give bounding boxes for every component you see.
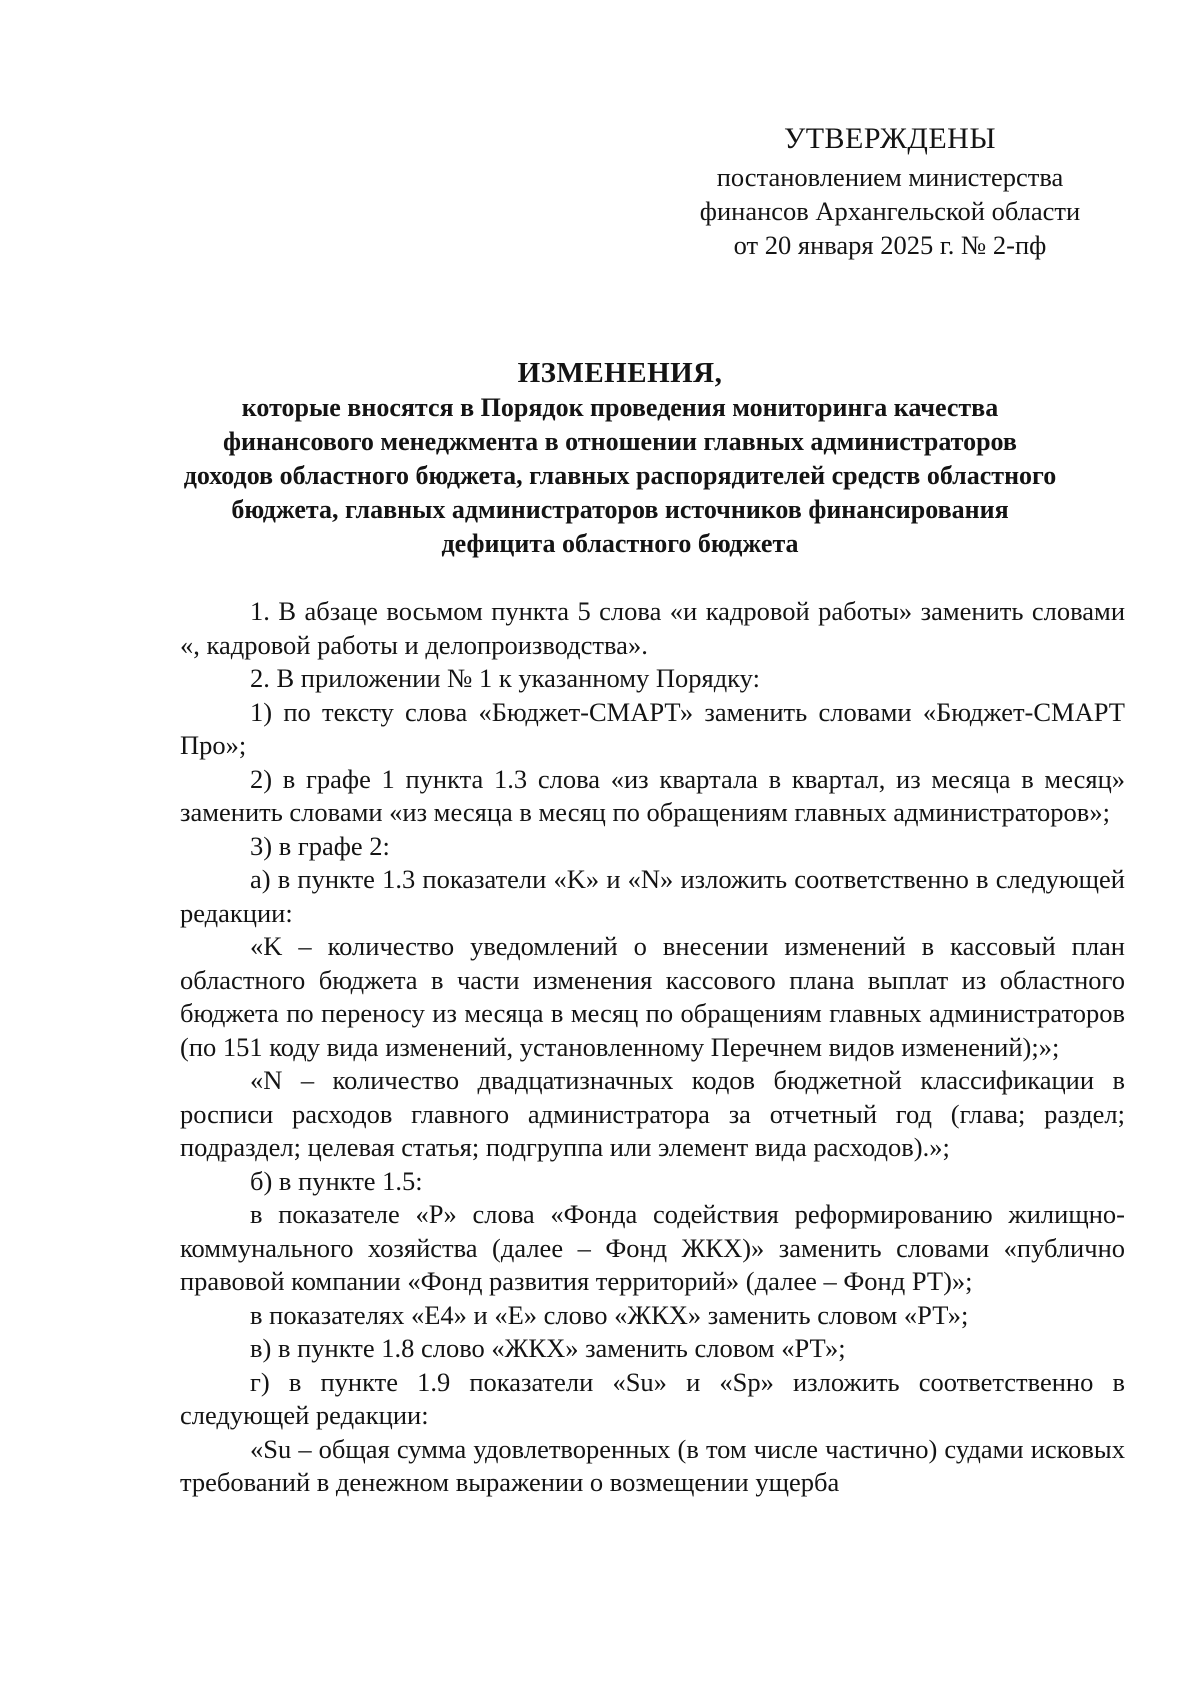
approval-stamp [650, 120, 1130, 262]
heading-title: ИЗМЕНЕНИЯ, [517, 357, 723, 389]
paragraph: 3) в графе 2: [250, 830, 390, 861]
approval-line-1: постановлением министерства [716, 162, 1064, 192]
paragraph: б) в пункте 1.5: [250, 1165, 423, 1196]
paragraph: 2) в графе 1 пункта 1.3 слова «из квартала в квартал, из месяца в месяц» заменить словами «из месяца в месяц по обращениям главных администраторов»; [180, 763, 1125, 827]
paragraph: 2. В приложении № 1 к указанному Порядку: [250, 663, 760, 693]
paragraph: в) в пункте 1.8 слово «ЖКХ» заменить словом «РТ»; [250, 1333, 846, 1363]
approval-line-3: от 20 января 2025 г. № 2-пф [733, 230, 1047, 260]
document-heading [180, 355, 1060, 561]
paragraph: «N – количество двадцатизначных кодов бюджетной классификации в росписи расходов главного администратора за отчетный год (глава; раздел; подраздел; целевая статья; подгруппа или элемент вида расходов).»; [180, 1065, 1125, 1162]
paragraph: в показателях «E4» и «E» слово «ЖКХ» заменить словом «РТ»; [250, 1299, 969, 1330]
paragraph: в показателе «P» слова «Фонда содействия реформированию жилищно-коммунального хозяйства (далее – Фонд ЖКХ)» заменить словами «публично правовой компании «Фонд развития территорий» (далее – Фонд РТ)»; [180, 1199, 1125, 1296]
paragraph: 1) по тексту слова «Бюджет-СМАРТ» заменить словами «Бюджет-СМАРТ Про»; [180, 696, 1125, 760]
approval-line-2: финансов Архангельской области [699, 196, 1081, 226]
document-body [180, 595, 1125, 1500]
paragraph: «K – количество уведомлений о внесении изменений в кассовый план областного бюджета в части изменения кассового плана выплат из областного бюджета по переносу из месяца в месяц по обращениям главных администраторов (по 151 коду вида изменений, установленному Перечнем видов изменений);»; [180, 931, 1125, 1062]
paragraph: 1. В абзаце восьмом пункта 5 слова «и кадровой работы» заменить словами «, кадровой работы и делопроизводства». [180, 596, 1125, 660]
approval-title: УТВЕРЖДЕНЫ [783, 122, 997, 155]
paragraph: а) в пункте 1.3 показатели «K» и «N» изложить соответственно в следующей редакции: [180, 864, 1125, 928]
paragraph: «Su – общая сумма удовлетворенных (в том числе частично) судами исковых требований в денежном выражении о возмещении ущерба [180, 1433, 1125, 1497]
heading-subtitle: которые вносятся в Порядок проведения мониторинга качества финансового менеджмента в отношении главных администраторов доходов областного бюджета, главных распорядителей средств областного бюджета, главных администраторов источников финансирования дефицита областного бюджета [183, 393, 1057, 558]
paragraph: г) в пункте 1.9 показатели «Su» и «Sp» изложить соответственно в следующей редакции: [180, 1366, 1125, 1430]
